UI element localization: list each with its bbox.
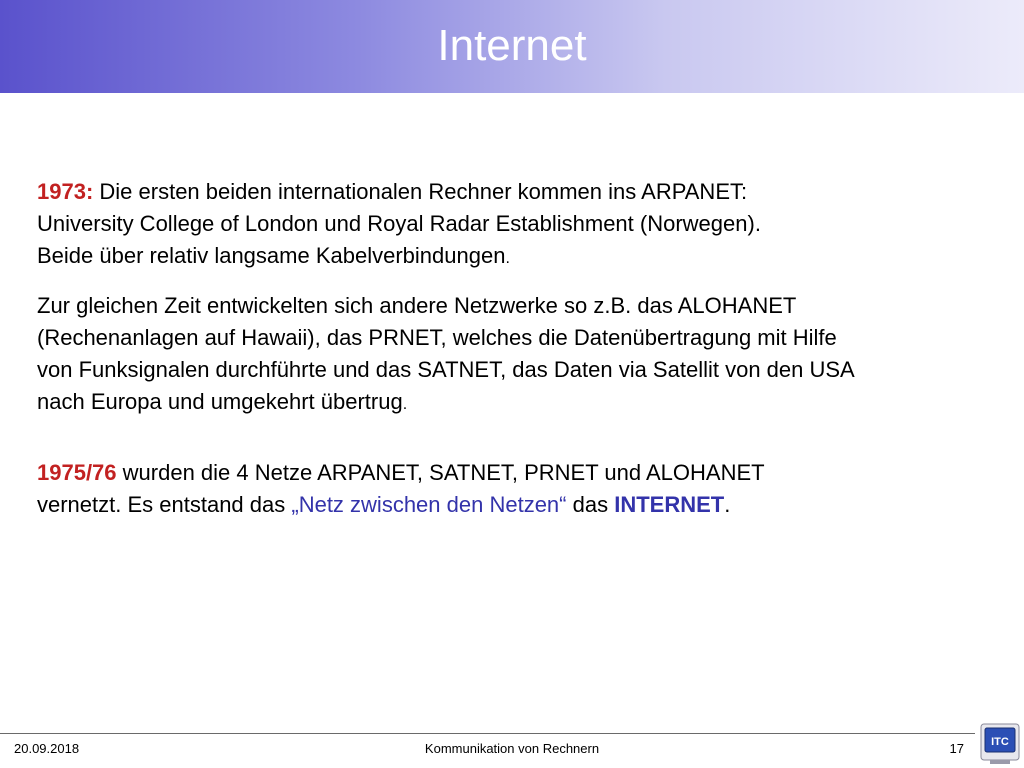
itc-logo-icon [980,722,1020,766]
slide-header [0,0,1024,93]
paragraph-line: von Funksignalen durchführte und das SATNET, das Daten via Satellit von den USA [37,357,855,382]
paragraph-line [37,240,997,275]
text-span: nach Europa und umgekehrt übertrug [37,389,403,414]
internet-highlight: INTERNET [614,492,725,517]
slide-title: Internet [437,21,587,70]
footer-title: Kommunikation von Rechnern [424,741,600,756]
paragraph-line: (Rechenanlagen auf Hawaii), das PRNET, welches die Datenübertragung mit Hilfe [37,325,837,350]
footer-date: 20.09.2018 [14,741,80,756]
paragraph-line [37,176,997,208]
paragraph-networks [37,290,997,421]
text-span: Die ersten beiden internationalen Rechner kommen ins ARPANET: [93,179,748,204]
period-mark: . [724,492,731,517]
paragraph-1973 [37,176,997,275]
period-mark: . [402,396,408,413]
text-span: das [566,492,615,517]
logo-text: ITC [991,736,1009,748]
year-label-1973: 1973: [37,179,94,204]
paragraph-line: University College of London und Royal Radar Establishment (Norwegen). [37,211,761,236]
footer-divider [0,733,975,734]
paragraph-1975 [37,457,997,521]
paragraph-line [37,386,997,421]
paragraph-line [37,457,997,489]
text-span: wurden die 4 Netze ARPANET, SATNET, PRNET und ALOHANET [116,460,765,485]
paragraph-line: Zur gleichen Zeit entwickelten sich andere Netzwerke so z.B. das ALOHANET [37,293,797,318]
year-label-1975: 1975/76 [37,460,117,485]
paragraph-line [37,489,997,521]
text-span: vernetzt. Es entstand das [37,492,292,517]
page-number: 17 [949,741,964,756]
period-mark: . [505,250,510,267]
quote-text: „Netz zwischen den Netzen“ [291,492,567,517]
text-span: Beide über relativ langsame Kabelverbindungen [37,243,506,268]
